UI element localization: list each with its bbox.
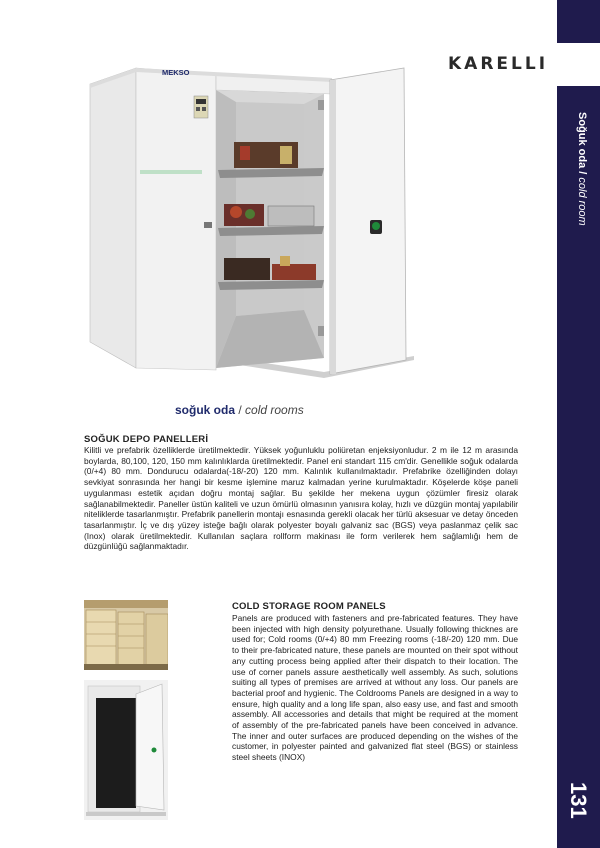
section-label-separator: / (576, 168, 588, 178)
section-label (566, 112, 588, 332)
open-cold-room-image (84, 680, 168, 820)
section-label-en: cold room (576, 177, 588, 226)
english-paragraph: Panels are produced with fasteners and pre-fabricated features. They have been injected with high density polyurethane. Usually following thicknes are used for; Cold rooms (0/+4) 80 mm Freezing rooms (-18/-20) 120 mm. Due to their pre-fabricated nature, these panels are mounted on their spot without any cutting process being applied after their dispatch to their location. The use of corner panels assure aesthetically well assembly. As such, solutions suiting all types of premises are arrived at without any loss. Our panels are bacterial proof and hygienic. The Coldrooms Panels are designed in a way to ensure, high quality and a long life span, also easy use, and fast and smooth assembly. All accessories and details that might be required at the moment of assembly of the pre-fabricated panels have been conceived in advance. The inner and outer surfaces are produced depending on the wishes of the customer, in polyester painted and galvanized flat steel (BGS) or stainless steel sheets (INOX) (232, 613, 518, 763)
cold-room-image (84, 60, 414, 390)
image-caption (175, 403, 304, 417)
turkish-paragraph: Kilitli ve prefabrik özelliklerde üretilmektedir. Yüksek yoğunluklu poliüretan enjeksiyonludur. 2 m ile 12 m arasında boylarda, 80,100, 120, 150 mm kalınlıklarda üretilmektedir. Panel eni standart 115 cm'dir. Genellikle soğuk odalarda (0/+4) 80 mm. Dondurucu odalarda(-18/-20) 120 mm. Kalınlık kullanılmaktadır. Prefabrike özelliğinden dolayı sevkiyat sonrasında her hangi bir kesme işlemine maruz kalmadan yerine kurulmaktadır. Köşelerde köşe paneli uygulanması estetik açıdan doğru montaj sağlar. Bu şekilde her mekena uygun çözümler firesiz olarak sağlanabilmektedir. Paneller üstün kaliteli ve uzun ömürlü olmasının yanısıra kolay, hızlı ve düzgün montaj yapılabilir niteliklerde tasarlanmıştır. Prefabrik panellerin montajı esnasında gerekli olacak her türlü aksesuar ve detay önceden tasarlanmıştır. İç ve dış yüzey isteğe bağlı olarak polyester boyalı galvaniz sac (BGS) veya paslanmaz çelik sac (Inox) olarak üretilmektedir. Kullanılan saçlara rollform makinası ile form verilerek hem sağlamlığı hem de düzgünlüğü sağlanmaktadır. (84, 445, 518, 552)
caption-separator: / (235, 403, 246, 417)
door-brand-label: MEKSO (162, 68, 190, 77)
turkish-heading: SOĞUK DEPO PANELLERİ (84, 434, 209, 445)
english-heading: COLD STORAGE ROOM PANELS (232, 601, 386, 612)
sidebar-top-block (557, 0, 600, 43)
caption-en: cold rooms (245, 403, 304, 417)
page-number: 131 (566, 781, 591, 819)
stacked-panels-image (84, 600, 168, 670)
brand-logo: KARELLI (448, 54, 549, 74)
caption-tr: soğuk oda (175, 403, 236, 417)
section-label-tr: Soğuk oda (576, 112, 588, 169)
